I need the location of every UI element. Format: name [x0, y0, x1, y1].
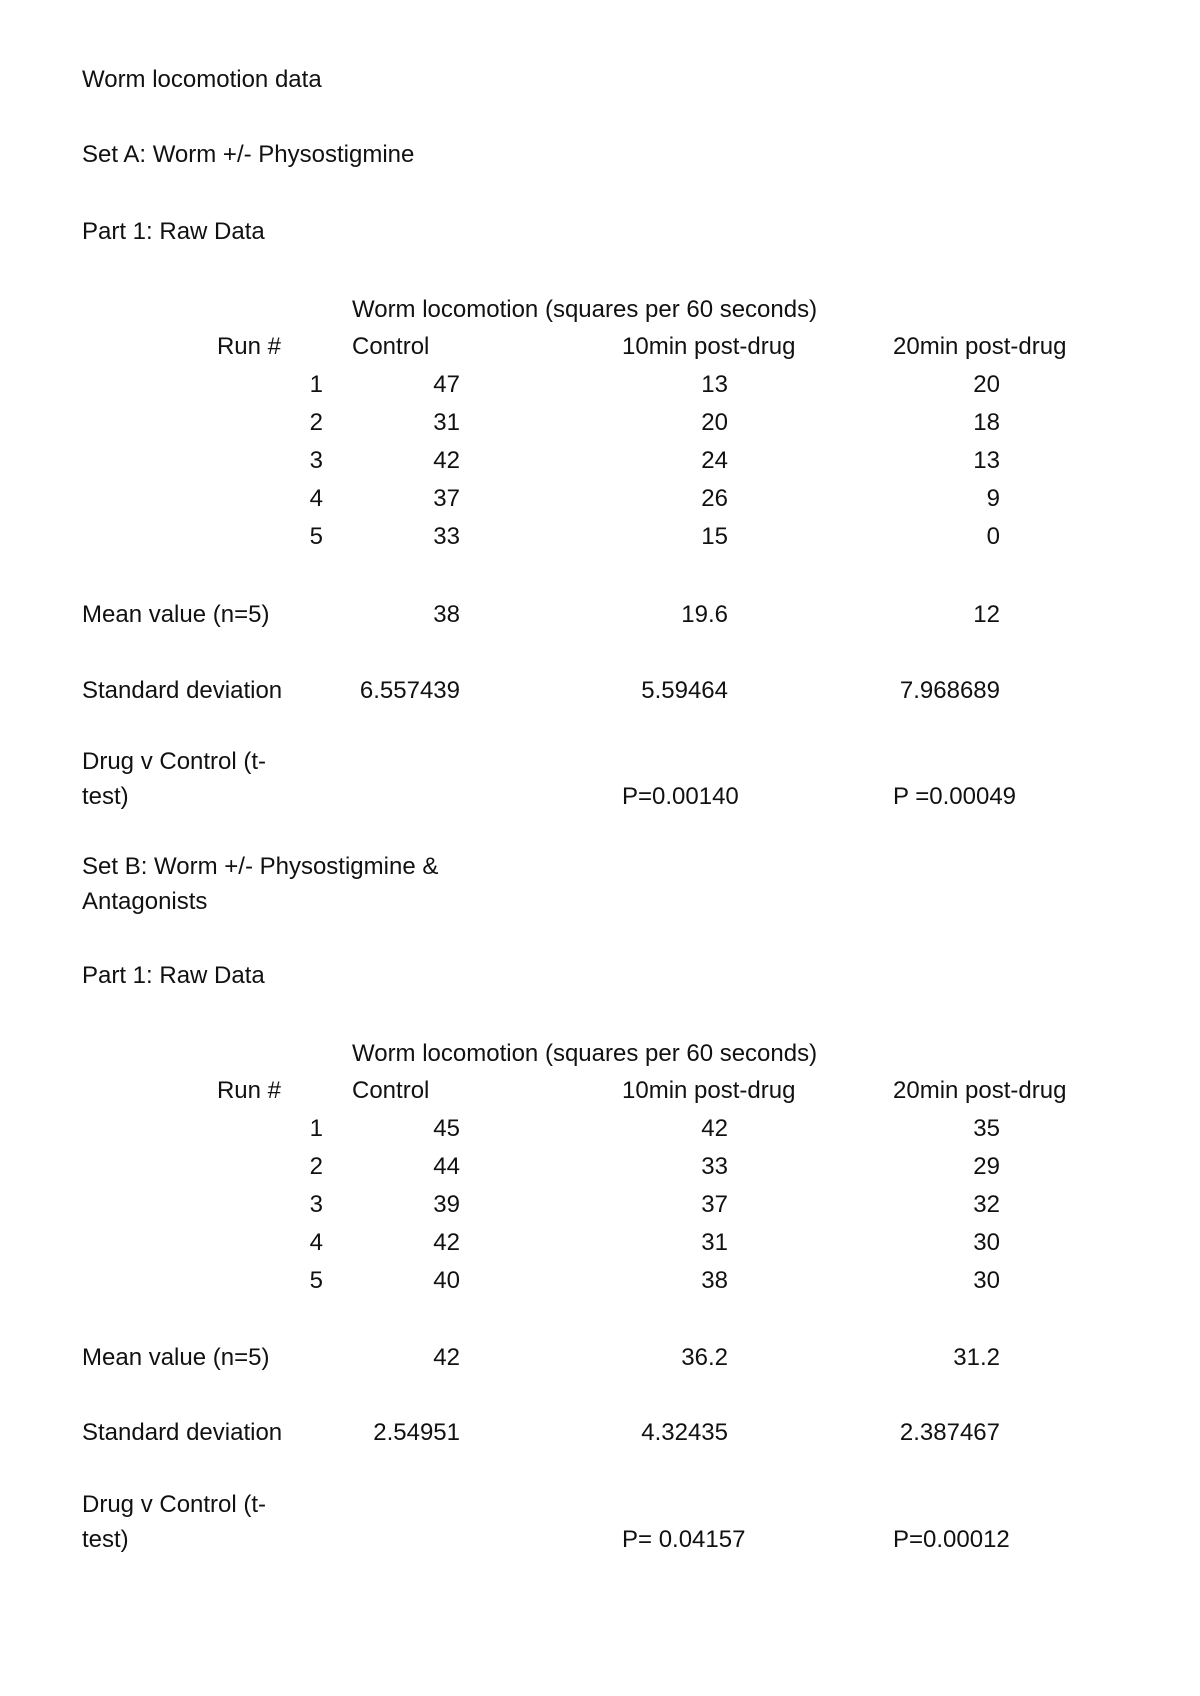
- set-b-col-10min: 10min post-drug: [622, 1077, 796, 1104]
- set-a-sd-label: Standard deviation: [82, 677, 283, 704]
- set-b-part-label: Part 1: Raw Data: [82, 962, 265, 989]
- set-b-run-number: 1: [309, 1115, 323, 1142]
- set-b-table-title: Worm locomotion (squares per 60 seconds): [352, 1040, 818, 1067]
- set-a-20min-value: 0: [986, 523, 1000, 550]
- set-a-run-number: 2: [309, 409, 323, 436]
- set-a-run-header: Run #: [216, 333, 281, 360]
- set-b-10min-value: 38: [701, 1267, 728, 1294]
- set-a-run-number: 3: [309, 447, 323, 474]
- set-a-sd-20min: 7.968689: [899, 677, 1000, 704]
- set-a-control-value: 31: [433, 409, 460, 436]
- set-a-ttest-label-line1: Drug v Control (t-: [82, 748, 267, 775]
- document-title: Worm locomotion data: [82, 66, 322, 93]
- set-b-ttest-20min: P=0.00012: [893, 1526, 1010, 1553]
- set-a-part-label: Part 1: Raw Data: [82, 218, 265, 245]
- set-a-ttest-label-line2: test): [82, 783, 129, 810]
- set-a-mean-control: 38: [433, 601, 460, 628]
- set-a-20min-value: 13: [973, 447, 1000, 474]
- set-a-table-title: Worm locomotion (squares per 60 seconds): [352, 296, 818, 323]
- set-b-run-number: 3: [309, 1191, 323, 1218]
- set-b-mean-label: Mean value (n=5): [82, 1344, 270, 1371]
- set-a-sd-control: 6.557439: [359, 677, 460, 704]
- set-b-20min-value: 29: [973, 1153, 1000, 1180]
- set-b-mean-control: 42: [433, 1344, 460, 1371]
- set-a-run-number: 5: [309, 523, 323, 550]
- set-a-control-value: 37: [433, 485, 460, 512]
- set-b-sd-20min: 2.387467: [899, 1419, 1000, 1446]
- set-b-20min-value: 30: [973, 1229, 1000, 1256]
- set-b-heading-line1: Set B: Worm +/- Physostigmine &: [82, 853, 439, 880]
- set-b-run-number: 4: [309, 1229, 323, 1256]
- set-b-col-control: Control: [352, 1077, 430, 1104]
- set-b-10min-value: 31: [701, 1229, 728, 1256]
- set-a-20min-value: 9: [986, 485, 1000, 512]
- set-b-col-20min: 20min post-drug: [893, 1077, 1067, 1104]
- set-a-10min-value: 20: [701, 409, 728, 436]
- set-b-sd-label: Standard deviation: [82, 1419, 283, 1446]
- set-a-col-10min: 10min post-drug: [622, 333, 796, 360]
- set-b-run-number: 2: [309, 1153, 323, 1180]
- set-a-run-number: 1: [309, 371, 323, 398]
- set-b-mean-10min: 36.2: [681, 1344, 728, 1371]
- set-b-sd-10min: 4.32435: [641, 1419, 728, 1446]
- set-a-control-value: 42: [433, 447, 460, 474]
- set-b-20min-value: 30: [973, 1267, 1000, 1294]
- set-b-ttest-label-line2: test): [82, 1526, 129, 1553]
- set-a-mean-10min: 19.6: [681, 601, 728, 628]
- set-a-sd-10min: 5.59464: [641, 677, 728, 704]
- set-b-ttest-10min: P= 0.04157: [622, 1526, 746, 1553]
- set-a-ttest-10min: P=0.00140: [622, 783, 739, 810]
- set-a-mean-label: Mean value (n=5): [82, 601, 270, 628]
- set-b-control-value: 39: [433, 1191, 460, 1218]
- set-b-mean-20min: 31.2: [953, 1344, 1000, 1371]
- set-a-col-control: Control: [352, 333, 430, 360]
- set-a-heading: Set A: Worm +/- Physostigmine: [82, 141, 415, 168]
- set-b-control-value: 44: [433, 1153, 460, 1180]
- set-b-heading-line2: Antagonists: [82, 888, 208, 915]
- set-a-col-20min: 20min post-drug: [893, 333, 1067, 360]
- set-a-20min-value: 18: [973, 409, 1000, 436]
- set-b-20min-value: 35: [973, 1115, 1000, 1142]
- set-a-ttest-20min: P =0.00049: [893, 783, 1017, 810]
- set-a-run-number: 4: [309, 485, 323, 512]
- set-b-10min-value: 42: [701, 1115, 728, 1142]
- set-b-control-value: 45: [433, 1115, 460, 1142]
- set-b-run-number: 5: [309, 1267, 323, 1294]
- set-b-10min-value: 37: [701, 1191, 728, 1218]
- set-a-mean-20min: 12: [973, 601, 1000, 628]
- set-a-20min-value: 20: [973, 371, 1000, 398]
- set-b-control-value: 42: [433, 1229, 460, 1256]
- set-b-ttest-label-line1: Drug v Control (t-: [82, 1491, 267, 1518]
- set-b-run-header: Run #: [216, 1077, 281, 1104]
- set-b-10min-value: 33: [701, 1153, 728, 1180]
- set-b-20min-value: 32: [973, 1191, 1000, 1218]
- set-a-control-value: 47: [433, 371, 460, 398]
- set-a-control-value: 33: [433, 523, 460, 550]
- set-a-10min-value: 24: [701, 447, 728, 474]
- set-b-sd-control: 2.54951: [373, 1419, 460, 1446]
- set-b-control-value: 40: [433, 1267, 460, 1294]
- set-a-10min-value: 15: [701, 523, 728, 550]
- set-a-10min-value: 26: [701, 485, 728, 512]
- set-a-10min-value: 13: [701, 371, 728, 398]
